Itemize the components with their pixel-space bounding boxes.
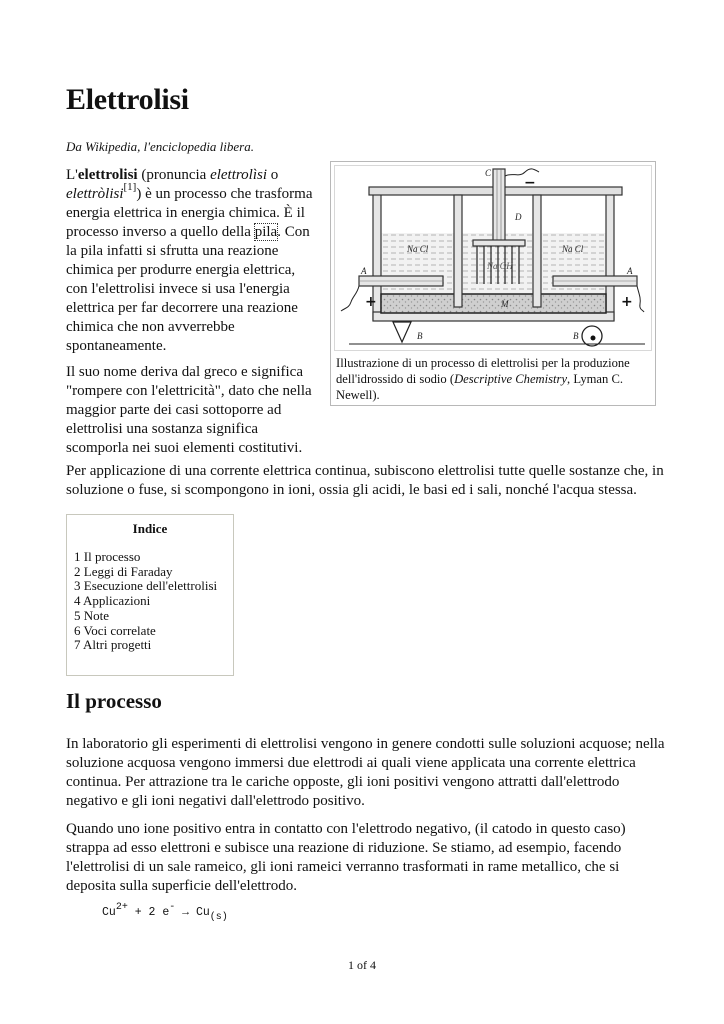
toc-label: Altri progetti [83, 637, 152, 653]
toc-label: Applicazioni [83, 593, 151, 609]
toc-link-5[interactable] [74, 608, 109, 623]
intro-text: o [267, 167, 279, 183]
toc-label: Esecuzione dell'elettrolisi [83, 578, 218, 594]
pronunciation-2: elettròlisi [66, 186, 124, 202]
toc-label: Note [83, 607, 110, 623]
label-naoh: Na OH [487, 261, 513, 271]
toc-label: Voci correlate [83, 622, 156, 638]
label-nacl-left: Na Cl [407, 244, 429, 254]
toc-number: 3 [74, 578, 81, 594]
label-minus: − [524, 175, 536, 191]
toc-item[interactable] [74, 594, 217, 609]
intro-paragraph-3: Per applicazione di una corrente elettrica continua, subiscono elettrolisi tutte quelle sostanze che, in soluzione o fuse, si scompongono in ioni, ossia gli acidi, le basi ed i sali, nonché l'acqua stessa. [66, 463, 664, 498]
toc-link-6[interactable] [74, 623, 156, 638]
toc-item[interactable] [74, 550, 217, 565]
processo-paragraph-1: In laboratorio gli esperimenti di elettrolisi vengono in genere condotti sulle soluzioni acquose; nella soluzione acquosa vengono immersi due elettrodi ai quali viene applicata una corrente elettrica continua. Per attrazione tra le cariche opposte, gli ioni positivi vengono attratti dall'elettrodo negativo e gli ioni negativi dall'elettrodo positivo. [66, 736, 665, 809]
link-pila[interactable]: pila [254, 224, 278, 240]
label-m: M [501, 299, 509, 309]
toc-number: 4 [74, 593, 81, 609]
label-b-right: B [573, 331, 579, 341]
page-title: Elettrolisi [66, 83, 189, 116]
toc-item[interactable] [74, 609, 217, 624]
toc-number: 5 [74, 607, 81, 623]
formula-electron-charge: - [169, 902, 176, 913]
intro-prefix: L' [66, 167, 78, 183]
formula-charge: 2+ [115, 902, 128, 913]
label-plus-right: + [621, 294, 633, 310]
label-d: D [515, 212, 522, 222]
reference-link-1[interactable]: [1] [123, 181, 137, 193]
intro-text: . Con la pila infatti si sfrutta una reazione chimica per produrre energia elettrica, con l'elettrolisi invece si usa l'energia elettrica per far decorrere una reazione chimica che non avverrebbe spontaneamente. [66, 224, 310, 354]
page-indicator: 1 of 4 [348, 958, 376, 972]
intro-text: (pronuncia [137, 167, 211, 183]
formula-product: → Cu [175, 906, 210, 919]
toc-title: Indice [132, 521, 168, 536]
toc-number: 7 [74, 637, 81, 653]
formula-cu: Cu [102, 906, 116, 919]
figure-caption [336, 355, 652, 403]
toc-item[interactable] [74, 624, 217, 639]
toc-item[interactable] [74, 638, 217, 653]
pronunciation-1: elettrolìsi [210, 167, 268, 183]
formula-electrons: + 2 e [127, 906, 170, 919]
label-a-right: A [627, 266, 633, 276]
section-heading-il-processo: Il processo [66, 689, 162, 713]
caption-source-title: Descriptive Chemistry [454, 372, 568, 386]
label-nacl-right: Na Cl [562, 244, 584, 254]
toc-item[interactable] [74, 579, 217, 594]
toc-label: Il processo [83, 549, 141, 564]
caption-text: , Lyman C. Newell). [336, 372, 624, 402]
figure-image[interactable] [334, 165, 652, 351]
label-a-left: A [361, 266, 367, 276]
table-of-contents [66, 514, 234, 676]
formula-state: (s) [209, 912, 228, 923]
label-c: C [485, 168, 492, 178]
toc-link-1[interactable] [74, 549, 140, 564]
reduction-formula [102, 902, 228, 923]
toc-link-7[interactable] [74, 637, 151, 652]
processo-paragraph-2: Quando uno ione positivo entra in contatto con l'elettrodo negativo, (il catodo in questo caso) strappa ad esso elettroni e subisce una reazione di riduzione. Se stiamo, ad esempio, facendo l'elettrolisi di un sale rameico, gli ioni rameici verranno trasformati in rame metallico, che si deposita sulla superficie dell'elettrodo. [66, 821, 626, 894]
toc-link-4[interactable] [74, 593, 150, 608]
toc-number: 1 [74, 549, 81, 564]
figure-thumbnail [330, 161, 656, 406]
toc-link-3[interactable] [74, 578, 217, 593]
intro-paragraph-1 [66, 166, 316, 356]
term-elettrolisi: elettrolisi [77, 167, 138, 183]
intro-text: ) è un processo che trasforma energia elettrica in energia chimica. È il processo inverso a quello della [66, 186, 313, 240]
intro-paragraph-2: Il suo nome deriva dal greco e significa "rompere con l'elettricità", dato che nella maggior parte dei casi sottoporre ad elettrolisi una sostanza significa scomporla nei suoi elementi costitutivi. [66, 364, 312, 456]
toc-list [74, 550, 217, 653]
tagline: Da Wikipedia, l'enciclopedia libera. [66, 139, 254, 154]
toc-number: 6 [74, 622, 81, 638]
label-plus-left: + [365, 294, 377, 310]
caption-text: Illustrazione di un processo di elettrolisi per la produzione dell'idrossido di sodio ( [336, 356, 630, 386]
toc-item[interactable] [74, 565, 217, 580]
toc-link-2[interactable] [74, 564, 173, 579]
toc-number: 2 [74, 563, 81, 579]
label-b-left: B [417, 331, 423, 341]
toc-label: Leggi di Faraday [83, 563, 173, 579]
electrolysis-diagram [335, 166, 651, 350]
